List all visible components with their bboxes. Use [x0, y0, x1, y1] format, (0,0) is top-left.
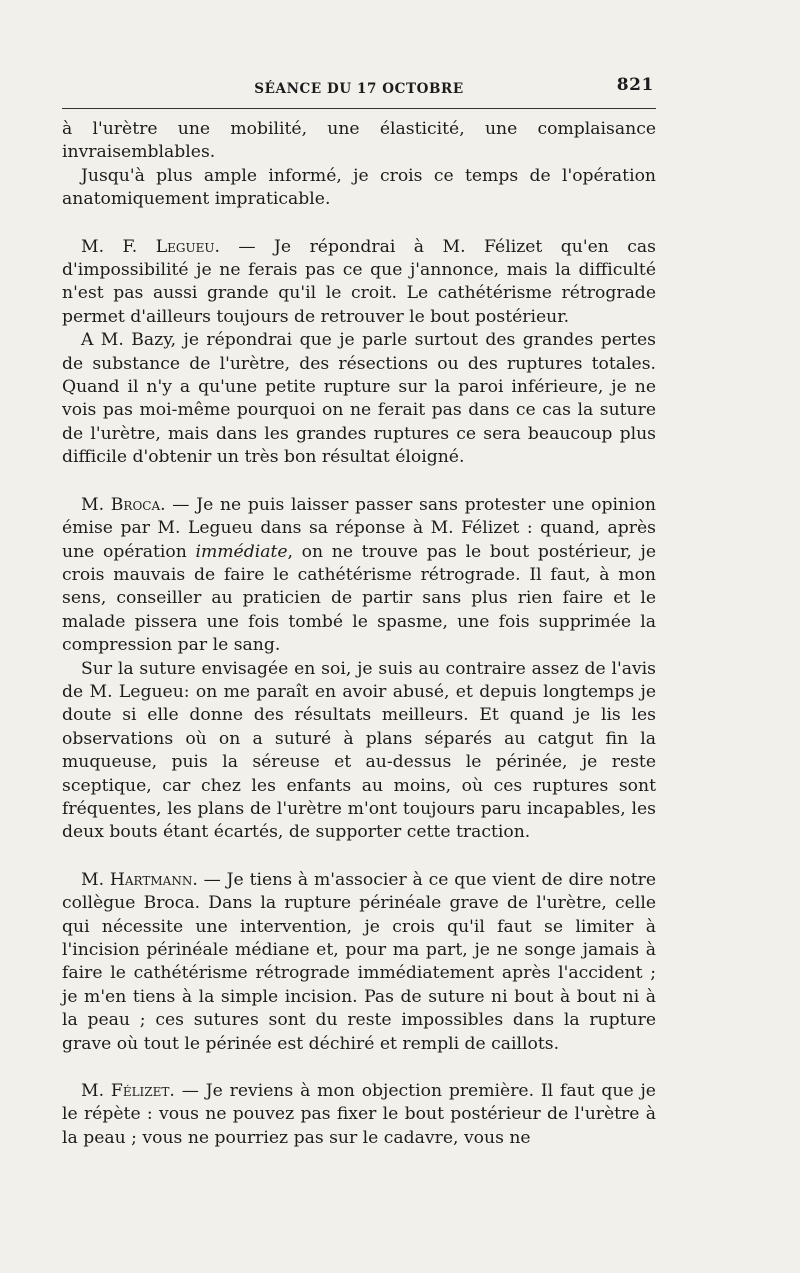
speaker-name: M. Félizet.: [81, 1081, 175, 1102]
speaker-name: M. Hartmann.: [81, 869, 198, 890]
paragraph-4: A M. Bazy, je répondrai que je parle surtout des grandes pertes de substance de l'urètre, des résections ou des ruptures totales. Quand il n'y a qu'une petite rupture sur la paroi inférieure, je ne vois pas moi-même pourquoi on ne ferait pas dans ce cas la suture de l'urètre, mais dans les grandes ruptures ce sera beaucoup plus difficile d'obtenir un très bon résultat éloigné.: [62, 330, 656, 468]
header-rule: [62, 108, 656, 109]
emphasis-text: immédiate: [195, 541, 288, 562]
speaker-name: M. F. Legueu.: [81, 236, 220, 257]
paragraph-text: — Je ne puis laisser passer sans protester une opinion émise par M. Legueu dans sa réponse à M. Félizet : quand, après une opération: [62, 494, 656, 562]
paragraph-1: à l'urètre une mobilité, une élasticité, une complaisance invraisemblables.: [62, 119, 656, 163]
paragraph-text: — Je tiens à m'associer à ce que vient de dire notre collègue Broca. Dans la rupture périnéale grave de l'urètre, celle qui nécessite une intervention, je crois qu'il faut se limiter à l'incision périnéale médiane et, pour ma part, je ne songe jamais à faire le cathétérisme rétrograde immédiatement après l'accident ; je m'en tiens à la simple incision. Pas de suture ni bout à bout ni à la peau ; ces sutures sont du reste impossibles dans la rupture grave où tout le périnée est déchiré et rempli de caillots.: [62, 869, 656, 1054]
paragraph-text: , on ne trouve pas le bout postérieur, je crois mauvais de faire le cathétérisme rétrograde. Il faut, à mon sens, conseiller au praticien de partir sans plus rien faire et le malade pissera une fois tombé le spasme, une fois supprimée la compression par le sang.: [62, 541, 656, 656]
paragraph-6: Sur la suture envisagée en soi, je suis au contraire assez de l'avis de M. Legueu: on me paraît en avoir abusé, et depuis longtemps je doute si elle donne des résultats meilleurs. Et quand je lis les observations où on a suturé à plans séparés au catgut fin la muqueuse, puis la séreuse et au-dessus le périnée, je reste sceptique, car chez les enfants au moins, où ces ruptures sont fréquentes, les plans de l'urètre m'ont toujours paru incapables, les deux bouts étant écartés, de supporter cette traction.: [62, 658, 656, 843]
paragraph-text: — Je répondrai à M. Félizet qu'en cas d'impossibilité je ne ferais pas ce que j'annonce, mais la difficulté n'est pas aussi grande qu'il le croit. Le cathétérisme rétrograde permet d'ailleurs toujours de retrouver le bout postérieur.: [62, 236, 656, 327]
header-title: SÉANCE DU 17 OCTOBRE: [254, 81, 464, 97]
speaker-name: M. Broca.: [81, 494, 166, 515]
paragraph-5: [62, 494, 656, 658]
page-number: 821: [616, 75, 654, 95]
running-header: [62, 74, 656, 100]
document-page: [62, 74, 656, 1150]
paragraph-8: [62, 1080, 656, 1150]
paragraph-text: — Je reviens à mon objection première. Il faut que je le répète : vous ne pouvez pas fixer le bout postérieur de l'urètre à la peau ; vous ne pourriez pas sur le cadavre, vous ne: [62, 1081, 656, 1148]
paragraph-2: Jusqu'à plus ample informé, je crois ce temps de l'opération anatomiquement impraticable.: [62, 165, 656, 210]
paragraph-3: [62, 236, 656, 330]
paragraph-7: [62, 869, 656, 1056]
